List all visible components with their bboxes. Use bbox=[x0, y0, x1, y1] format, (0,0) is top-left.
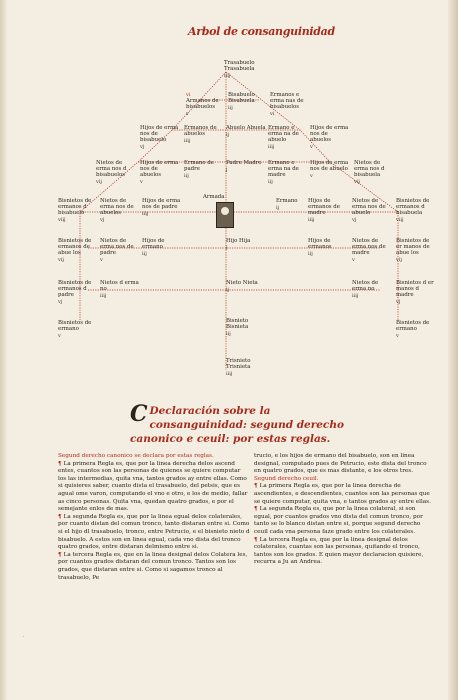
tree-node-degree: vj bbox=[100, 217, 105, 223]
tree-node bbox=[142, 198, 182, 217]
right-para-1: Segund derecho ceuil. bbox=[254, 475, 319, 482]
tree-node-label: Bisnieto Bisnieta bbox=[226, 318, 249, 330]
tree-node-degree: iij bbox=[226, 331, 231, 337]
tree-node-label: Ermanos e erma nas de bisabuelos bbox=[270, 92, 304, 110]
tree-node bbox=[268, 160, 308, 185]
tree-node bbox=[142, 238, 182, 257]
tree-node-degree: v bbox=[58, 333, 61, 339]
tree-node bbox=[308, 238, 348, 257]
tree-node-degree: iiij bbox=[224, 73, 231, 79]
tree-node-degree: vij bbox=[354, 179, 360, 185]
tree-node-degree: v bbox=[310, 144, 313, 150]
tree-node-degree: iiij bbox=[352, 293, 359, 299]
tree-node-degree: viij bbox=[396, 217, 404, 223]
left-para-0: Segund derecho canonico se declara por estas reglas. bbox=[58, 453, 214, 459]
tree-node-label: Bisnietos d er manos d madre bbox=[396, 280, 434, 298]
tree-node-label: Trasabuelo Trasabuela bbox=[224, 60, 255, 72]
tree-node bbox=[396, 280, 436, 305]
tree-node-label: Ermano bbox=[276, 198, 298, 204]
tree-node bbox=[396, 198, 436, 223]
tree-node-degree: vij bbox=[396, 257, 402, 263]
page-title: Arbol de consanguinidad bbox=[188, 25, 335, 38]
tree-node bbox=[184, 125, 224, 144]
tree-node bbox=[96, 160, 136, 185]
tree-node bbox=[352, 198, 392, 223]
tree-node-degree: v bbox=[100, 257, 103, 263]
tree-node bbox=[58, 238, 98, 263]
tree-node bbox=[224, 60, 264, 79]
tree-node-label: Nietos de erma nos de padre bbox=[100, 238, 134, 256]
tree-node-label: Hijos de erma nos de abuelos bbox=[140, 160, 179, 178]
right-para-0: trucio, e los hijos de ermano del bisabuelo, son en linea designal, computado pues de Petrucio, este dista del tronco en quatro grados, que es mas distante, e los otros tres. bbox=[254, 453, 427, 475]
tree-node-degree: iiij bbox=[100, 293, 107, 299]
tree-node-label: Nietos de erma nos d bisabuela bbox=[354, 160, 385, 178]
tree-node-label: Bisnietos de ermanos d padre bbox=[58, 280, 92, 298]
tree-node-degree: j bbox=[226, 245, 228, 251]
tree-node-label: Bisnietos de ermanos d bisabuelo bbox=[58, 198, 92, 216]
tree-node-degree: iij bbox=[142, 251, 147, 257]
tree-node-label: Bisnietos de ermano bbox=[396, 320, 430, 332]
tree-node-degree: ij bbox=[226, 287, 230, 293]
tree-node bbox=[184, 160, 224, 179]
tree-node bbox=[186, 92, 226, 117]
tree-node-number: vi bbox=[186, 92, 191, 98]
tree-node-degree: iij bbox=[228, 105, 233, 111]
tree-node-degree: v bbox=[140, 179, 143, 185]
tree-node-label: Bisnietos de er manos de abue los bbox=[396, 238, 430, 256]
tree-node-degree: viij bbox=[58, 217, 66, 223]
right-text-column bbox=[254, 453, 434, 567]
tree-node bbox=[100, 280, 140, 299]
tree-node-degree: vj bbox=[396, 299, 401, 305]
tree-node-label: Ermano e erma na de abuelo bbox=[268, 125, 299, 143]
tree-node bbox=[352, 238, 392, 263]
section-initial: C bbox=[130, 401, 148, 427]
tree-node bbox=[310, 160, 350, 179]
right-para-4: ¶ La tercera Regla es, que por la linea designal delos colaterales, cuantas son las personas, quitando el tronco, tantos son los grados. E quien mayor declaracion quisiere, recurra a Ju an Andrea. bbox=[254, 536, 424, 566]
right-para-2: ¶ La primera Regla es, que por la linea derecha de ascendientes, e descendientes, cuantos son las personas que se quiere computar, quita vna, e tantos grados ay entre ellas. bbox=[254, 483, 431, 505]
tree-node-label: Nietos de erma no bbox=[352, 280, 379, 292]
section-heading-text: Declaración sobre la consanguinidad: segund derecho canonico e ceuil: por estas reglas. bbox=[130, 405, 344, 445]
tree-node bbox=[396, 320, 436, 339]
tree-node-degree: iij bbox=[308, 251, 313, 257]
tree-node bbox=[354, 160, 394, 185]
tree-node-degree: iiij bbox=[226, 371, 233, 377]
tree-node-degree: iij bbox=[184, 173, 189, 179]
right-para-3: ¶ La segunda Regla es, que por la linea colateral, si son egual, por cuantos grados vno dista del comun tronco, por tanto se lo blanco distan entre si, porque segund derecho ceuil cada vna persona faze grado entre los colaterales. bbox=[254, 506, 423, 535]
tree-node bbox=[100, 198, 140, 223]
tree-node bbox=[270, 92, 310, 117]
tree-node-degree: vj bbox=[140, 144, 145, 150]
tree-node-degree: v bbox=[352, 257, 355, 263]
tree-node bbox=[310, 125, 350, 150]
tree-node-label: Bisnietos de ermano bbox=[58, 320, 92, 332]
tree-node-degree: vij bbox=[58, 257, 64, 263]
tree-node-degree: vj bbox=[58, 299, 63, 305]
tree-node-degree: j bbox=[226, 167, 228, 173]
tree-node-label: Hijos de ermanos de madre bbox=[308, 198, 340, 216]
footer-mark: . bbox=[22, 630, 25, 640]
tree-node-label: Hijos de ermanos bbox=[308, 238, 332, 250]
tree-node-degree: iiij bbox=[142, 211, 149, 217]
tree-node-degree: v bbox=[396, 333, 399, 339]
tree-node-label: Hijos de erma nos de padre bbox=[142, 198, 181, 210]
tree-node-label: Abuelo Abuela bbox=[226, 125, 266, 131]
tree-node-label: Nietos de erma nos d bisabuelos bbox=[96, 160, 127, 178]
tree-node bbox=[226, 160, 266, 173]
left-text-column bbox=[58, 453, 250, 582]
tree-node-degree: vij bbox=[96, 179, 102, 185]
tree-node bbox=[396, 238, 436, 263]
tree-node-degree: vj bbox=[352, 217, 357, 223]
tree-node-degree: vi bbox=[270, 111, 275, 117]
tree-node-degree: v bbox=[186, 111, 189, 117]
tree-node-label: Bisabuelo Bisabuela bbox=[228, 92, 255, 104]
tree-node-label: Ermano de padre bbox=[184, 160, 214, 172]
left-para-3: ¶ La tercera Regla es, que en la linea designal delos Colatera les, por cuantos grados distaran del comun tronco. Tantos son los grados, que distaran entre si. Como si sagamos tronco al trasabuelo, Pe bbox=[58, 551, 248, 581]
tree-node bbox=[226, 238, 266, 251]
tree-node-degree: iiij bbox=[268, 144, 275, 150]
tree-node-label: Bisnietos de ermanos de abue los bbox=[58, 238, 92, 256]
tree-node bbox=[268, 125, 308, 150]
tree-node bbox=[140, 160, 180, 185]
tree-node bbox=[58, 198, 98, 223]
tree-node bbox=[140, 125, 180, 150]
tree-node-label: Armanos de bisabuelos bbox=[186, 98, 219, 110]
tree-node bbox=[352, 280, 392, 299]
tree-node-label: Nietos de erma nos de abuelos bbox=[100, 198, 134, 216]
tree-node bbox=[228, 92, 268, 111]
tree-node bbox=[58, 280, 98, 305]
tree-node-label: Hijos de ermano bbox=[142, 238, 165, 250]
tree-node bbox=[226, 280, 266, 293]
tree-node-label: Trisnieto Trisnieta bbox=[226, 358, 251, 370]
tree-node-degree: iiij bbox=[308, 217, 315, 223]
tree-node-label: Nietos de erma nos de madre bbox=[352, 238, 386, 256]
tree-node-degree: ij bbox=[276, 205, 280, 211]
tree-node-label: Bisnietos de ermanos d bisabuela bbox=[396, 198, 430, 216]
tree-node bbox=[308, 198, 348, 223]
tree-node-label: Nietos d erma no bbox=[100, 280, 139, 292]
tree-node-label: Ermano e erma na de madre bbox=[268, 160, 299, 178]
tree-node-label: Nietos de erma nos de abuelo bbox=[352, 198, 386, 216]
section-heading bbox=[130, 401, 350, 446]
tree-node bbox=[58, 320, 98, 339]
ego-label: Armada bbox=[203, 194, 225, 200]
tree-node-label: Hijo Hija bbox=[226, 238, 251, 244]
tree-node-degree: v bbox=[310, 173, 313, 179]
tree-node-label: Hijos de erma nos de bisabuelo bbox=[140, 125, 179, 143]
tree-node-label: Padre Madre bbox=[226, 160, 262, 166]
tree-node-label: Nieto Nieta bbox=[226, 280, 258, 286]
tree-node bbox=[100, 238, 140, 263]
tree-node-degree: iiij bbox=[184, 138, 191, 144]
tree-node bbox=[226, 125, 266, 138]
left-para-1: ¶ La primera Regla es, que por la linea derecha delos ascend entes, cuantos son las personas de quienes se quiere computar los las intermedias, quita vna, tantos grados ay entre ellas. Como si quisieres saber, cuanto dista el trasabuelo, del petsis, que es agual ome varon, computando el vno e otro, e los de medio, fallar as cinco personas. Quita vna, quedan quatro grados, e por el semejante enlos de mas. bbox=[58, 460, 248, 513]
tree-node bbox=[226, 318, 266, 337]
left-para-2: ¶ La segunda Regla es, que por la linea egual delos colaterales, por cuanto distan del comun tronco, tanto distaran entre si. Como si el hijo dl trasabuelo, tronco, entre Petrucio, e el bisnieto nieto d bisabuelo. A estos son en linea egual, cada vno dista del tronco quatro grados, entre distaran delmismo entre si. bbox=[58, 513, 250, 551]
tree-node-label: Ermanos de abuelos bbox=[184, 125, 217, 137]
tree-node-degree: ij bbox=[226, 132, 230, 138]
tree-node-label: Hijos de erma nos de abuelo bbox=[310, 160, 349, 172]
tree-node bbox=[226, 358, 266, 377]
tree-node-degree: iij bbox=[268, 179, 273, 185]
tree-node-label: Hijos de erma nos de abuelos bbox=[310, 125, 349, 143]
ego-figure bbox=[216, 202, 234, 228]
